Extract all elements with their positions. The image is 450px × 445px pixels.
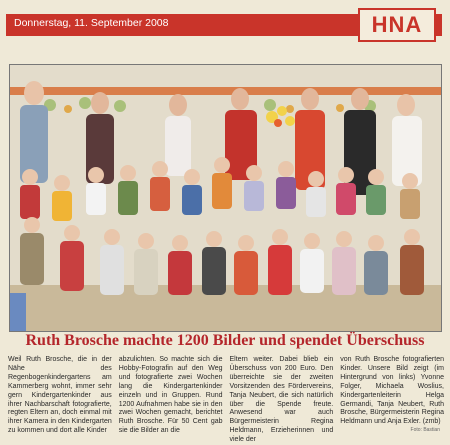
hna-logo: HNA [358, 8, 436, 42]
article-body [8, 356, 444, 444]
article-column-2: abzulichten. So machte sich die Hobby-Fotografin auf den Weg und fotografierte zwei Wochen lang die Kindergartenkinder einzeln und in Gruppen. Rund 1200 Aufnahmen habe sie in den zwei Wochen gemacht, berichtet Ruth Brosche. Für 50 Cent gab sie die Bilder an die [118, 356, 223, 435]
group-photo [9, 64, 442, 332]
article-column-1: Weil Ruth Brosche, die in der Nähe des Regenbogenkindergartens am Kammerberg wohnt, immer sehr gern Kindergartenkinder aus ihrer Nachbarschaft fotografierte, regten Eltern an, doch einmal mit ihrer Kamera in den Kindergarten zu kommen und dort alle Kinder [8, 356, 112, 435]
group-photo-icon [10, 65, 441, 331]
newspaper-header-bar [6, 14, 442, 36]
issue-date: Donnerstag, 11. September 2008 [14, 17, 169, 29]
article-headline: Ruth Brosche machte 1200 Bilder und spendet Überschuss [25, 332, 425, 349]
article-column-3: Eltern weiter. Dabei blieb ein Überschuss von 200 Euro. Den überreichte sie der zweiten Vorsitzenden des Fördervereins, Tanja Neubert, die sich natürlich über die Spende freute. Anwesend war auch Bürgermeisterin Regina Heldmann, Erzieherinnen und viele der [229, 356, 334, 444]
photo-credit: Foto: Bastian [410, 427, 440, 433]
article-column-4: von Ruth Brosche fotografierten Kinder. Unsere Bild zeigt (im Hintergrund von links) Yvonne Folger, Michaela Woslius, Kindergartenleiterin Helga Germandi, Tanja Neubert, Ruth Brosche, Bürgermeisterin Regina Heldmann und Anja Exler. (zmb) [340, 356, 444, 426]
